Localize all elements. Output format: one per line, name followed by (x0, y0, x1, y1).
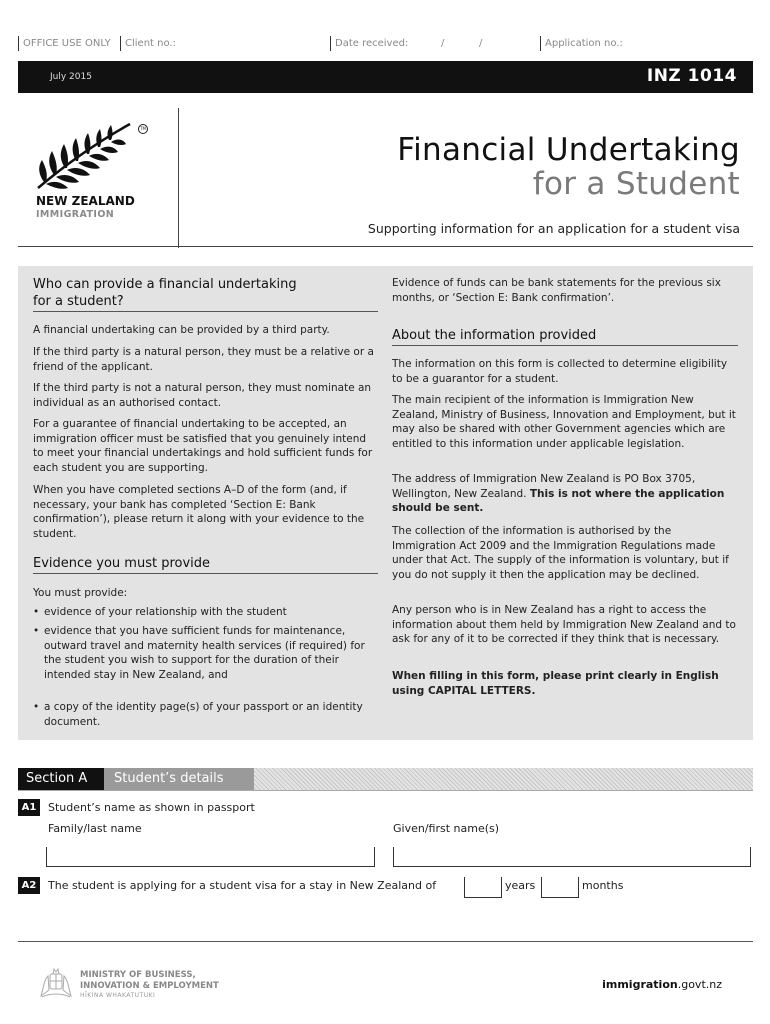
question-a1: Student’s name as shown in passport (48, 801, 255, 814)
information-panel (18, 266, 753, 740)
paragraph: For a guarantee of financial undertaking to be accepted, an immigration officer must be satisfied that you genuinely intend to meet your financial undertakings and hold sufficient funds for each student you are supporting. (33, 418, 373, 474)
paragraph: Evidence of funds can be bank statements for the previous six months, or ‘Section E: Bank confirmation’. (392, 277, 721, 304)
question-a2: The student is applying for a student visa for a stay in New Zealand of (48, 879, 437, 892)
date-slash: / (479, 38, 483, 49)
years-label: years (505, 879, 536, 892)
paragraph: The main recipient of the information is Immigration New Zealand, Ministry of Business, Innovation and Employment, but it may also be shared with other Government agencies which are entitled to this information under applicable legislation. (392, 394, 736, 450)
heading-line: Who can provide a financial undertaking (33, 277, 297, 292)
nz-immigration-logo (32, 118, 177, 228)
coat-of-arms-icon (38, 966, 74, 1000)
years-input[interactable] (464, 877, 502, 898)
form-date: July 2015 (50, 72, 92, 82)
application-no-field[interactable]: Application no.: (540, 36, 753, 51)
given-name-input[interactable] (393, 847, 751, 867)
website-link[interactable] (602, 978, 722, 991)
paragraph: The collection of the information is authorised by the Immigration Act 2009 and the Immigration Regulations made under that Act. The supply of the information is voluntary, but if you do not supply it then the application may be declined. (392, 525, 729, 581)
date-received-field[interactable]: Date received: (330, 36, 538, 51)
question-number-a2: A2 (18, 877, 40, 894)
logo-immigration: IMMIGRATION (36, 209, 115, 220)
months-label: months (582, 879, 624, 892)
header-bar (18, 61, 753, 93)
heading-evidence: Evidence you must provide (33, 555, 378, 574)
list-item (33, 605, 378, 620)
paragraph: If the third party is not a natural person, they must nominate an individual as an authorised contact. (33, 382, 372, 409)
list-item (33, 700, 378, 729)
list-item-text: evidence that you have sufficient funds for maintenance, outward travel and maternity health services (if required) for the student you wish to support for the duration of their intended stay in New Zealand, and (44, 625, 365, 681)
heading-who-can-provide (33, 276, 378, 312)
paragraph: The information on this form is collected to determine eligibility to be a guarantor for a student. (392, 358, 728, 385)
date-slash: / (441, 38, 445, 49)
section-a-title: Student’s details (104, 768, 254, 790)
paragraph-instruction (392, 669, 738, 698)
heading-about-information: About the information provided (392, 327, 738, 346)
paragraph: You must provide: (33, 587, 128, 599)
section-rule (18, 790, 753, 791)
months-input[interactable] (541, 877, 579, 898)
paragraph: When you have completed sections A–D of the form (and, if necessary, your bank has completed ‘Section E: Bank confirmation’), please return it along with your evidence to the student. (33, 484, 365, 540)
list-item-text: a copy of the identity page(s) of your passport or an identity document. (44, 701, 363, 728)
list-item-text: evidence of your relationship with the student (44, 606, 287, 618)
bullet: • (33, 701, 40, 713)
address-text: The address of Immigration New Zealand is PO Box 3705, Wellington, New Zealand. (392, 473, 696, 500)
ministry-maori-name: HĪKINA WHAKATUTUKI (80, 992, 156, 999)
address-warning: This is not where the application should be sent. (392, 487, 725, 515)
bottom-rule (18, 941, 753, 942)
capital-letters-instruction: When filling in this form, please print clearly in English using CAPITAL LETTERS. (392, 670, 719, 697)
bullet: • (33, 606, 40, 618)
header-divider (178, 108, 179, 248)
trademark-mark: TM (138, 124, 148, 134)
client-no-field[interactable]: Client no.: (120, 36, 328, 51)
family-name-label: Family/last name (48, 822, 142, 835)
paragraph (392, 472, 738, 516)
header-rule (18, 246, 753, 247)
page-title-line2: for a Student (532, 166, 740, 202)
family-name-input[interactable] (46, 847, 375, 867)
logo-new-zealand: NEW ZEALAND (36, 194, 135, 208)
list-item (33, 624, 378, 682)
form-code: INZ 1014 (646, 66, 737, 86)
page-title-line1: Financial Undertaking (397, 132, 740, 168)
section-a-header (18, 768, 753, 790)
website-rest: .govt.nz (677, 978, 722, 991)
question-number-a1: A1 (18, 799, 40, 816)
office-use-label: OFFICE USE ONLY (18, 36, 118, 51)
paragraph: A financial undertaking can be provided by a third party. (33, 324, 330, 336)
ministry-name-line2: INNOVATION & EMPLOYMENT (80, 981, 219, 991)
bullet: • (33, 625, 40, 637)
ministry-name-line1: MINISTRY OF BUSINESS, (80, 970, 196, 980)
paragraph: Any person who is in New Zealand has a right to access the information about them held by Immigration New Zealand and to ask for any of it to be corrected if they think that is necessary. (392, 604, 736, 646)
silver-fern-icon (34, 118, 152, 196)
heading-line: for a student? (33, 294, 124, 309)
page-subtitle: Supporting information for an application for a student visa (367, 221, 740, 236)
office-use-strip (18, 36, 753, 52)
website-bold: immigration (602, 978, 678, 991)
paragraph: If the third party is a natural person, they must be a relative or a friend of the applicant. (33, 346, 374, 373)
given-name-label: Given/first name(s) (393, 822, 500, 835)
section-a-tag: Section A (18, 768, 104, 790)
